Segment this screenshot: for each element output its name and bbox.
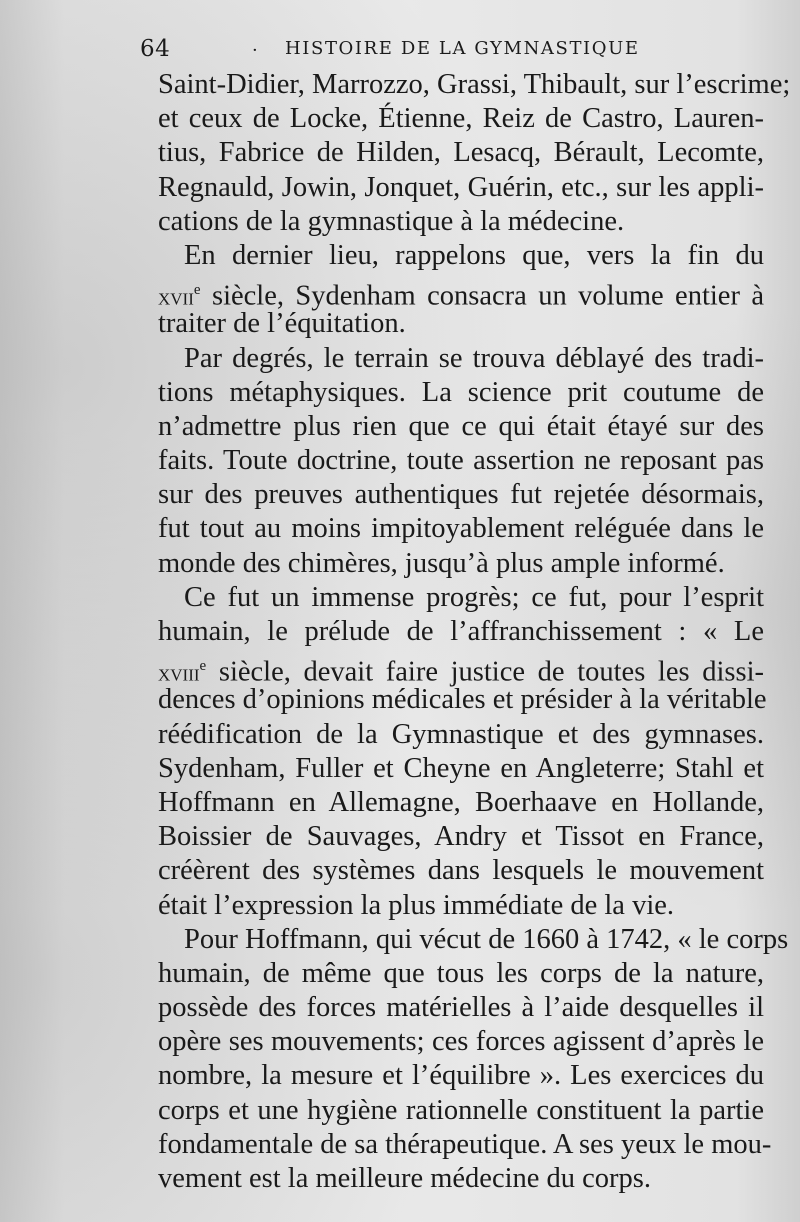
- body-text: [158, 68, 791, 1196]
- header-separator-dot: ·: [252, 40, 258, 61]
- text-line: xvii$^e$ siècle, Sydenham consacra un volume entier à: [158, 280, 764, 312]
- text-line: Ce fut un immense progrès; ce fut, pour l’esprit: [184, 581, 764, 613]
- text-line: n’admettre plus rien que ce qui était étayé sur des: [158, 410, 764, 442]
- text-line: fondamentale de sa thérapeutique. A ses yeux le mou-: [158, 1128, 772, 1160]
- text-line: humain, de même que tous les corps de la nature,: [158, 957, 764, 989]
- text-line: Boissier de Sauvages, Andry et Tissot en France,: [158, 821, 764, 853]
- text-line: traiter de l’équitation.: [158, 308, 406, 340]
- text-line: Par degrés, le terrain se trouva déblayé des tradi-: [184, 342, 764, 374]
- text-line: vement est la meilleure médecine du corps.: [158, 1163, 652, 1194]
- text-line: nombre, la mesure et l’équilibre ». Les exercices du: [158, 1060, 764, 1092]
- text-line: cations de la gymnastique à la médecine.: [158, 205, 625, 237]
- text-line: possède des forces matérielles à l’aide desquelles il: [158, 992, 764, 1024]
- text-line: Sydenham, Fuller et Cheyne en Angleterre; Stahl et: [158, 752, 764, 784]
- text-line: humain, le prélude de l’affranchissement : « Le: [158, 616, 764, 647]
- text-line: réédification de la Gymnastique et des gymnases.: [158, 718, 764, 750]
- page-header: [140, 36, 760, 62]
- text-line: Regnauld, Jowin, Jonquet, Guérin, etc., sur les appli-: [158, 171, 764, 203]
- text-line: corps et une hygiène rationnelle constituent la partie: [158, 1094, 764, 1126]
- text-line: tius, Fabrice de Hilden, Lesacq, Bérault, Lecomte,: [158, 137, 764, 169]
- text-line: tions métaphysiques. La science prit coutume de: [158, 376, 764, 408]
- text-line: et ceux de Locke, Étienne, Reiz de Castro, Lauren-: [158, 103, 764, 135]
- text-line: créèrent des systèmes dans lesquels le mouvement: [158, 855, 764, 887]
- text-line: Pour Hoffmann, qui vécut de 1660 à 1742, « le corps: [184, 923, 789, 955]
- text-line: fut tout au moins impitoyablement reléguée dans le: [158, 513, 764, 545]
- text-line: monde des chimères, jusqu’à plus ample informé.: [158, 547, 725, 579]
- text-line: Hoffmann en Allemagne, Boerhaave en Hollande,: [158, 786, 764, 818]
- text-line: xviii$^e$ siècle, devait faire justice de toutes les dissi-: [158, 656, 764, 688]
- page-number: 64: [140, 36, 171, 62]
- text-line: Saint-Didier, Marrozzo, Grassi, Thibault, sur l’escrime;: [158, 69, 791, 100]
- text-line: En dernier lieu, rappelons que, vers la fin du: [184, 239, 764, 271]
- text-line: sur des preuves authentiques fut rejetée désormais,: [158, 479, 764, 511]
- text-line: faits. Toute doctrine, toute assertion ne reposant pas: [158, 445, 764, 477]
- text-line: était l’expression la plus immédiate de la vie.: [158, 889, 675, 921]
- text-line: opère ses mouvements; ces forces agissent d’après le: [158, 1026, 764, 1058]
- text-line: dences d’opinions médicales et présider à la véritable: [158, 684, 767, 716]
- running-title: HISTOIRE DE LA GYMNASTIQUE: [285, 38, 640, 59]
